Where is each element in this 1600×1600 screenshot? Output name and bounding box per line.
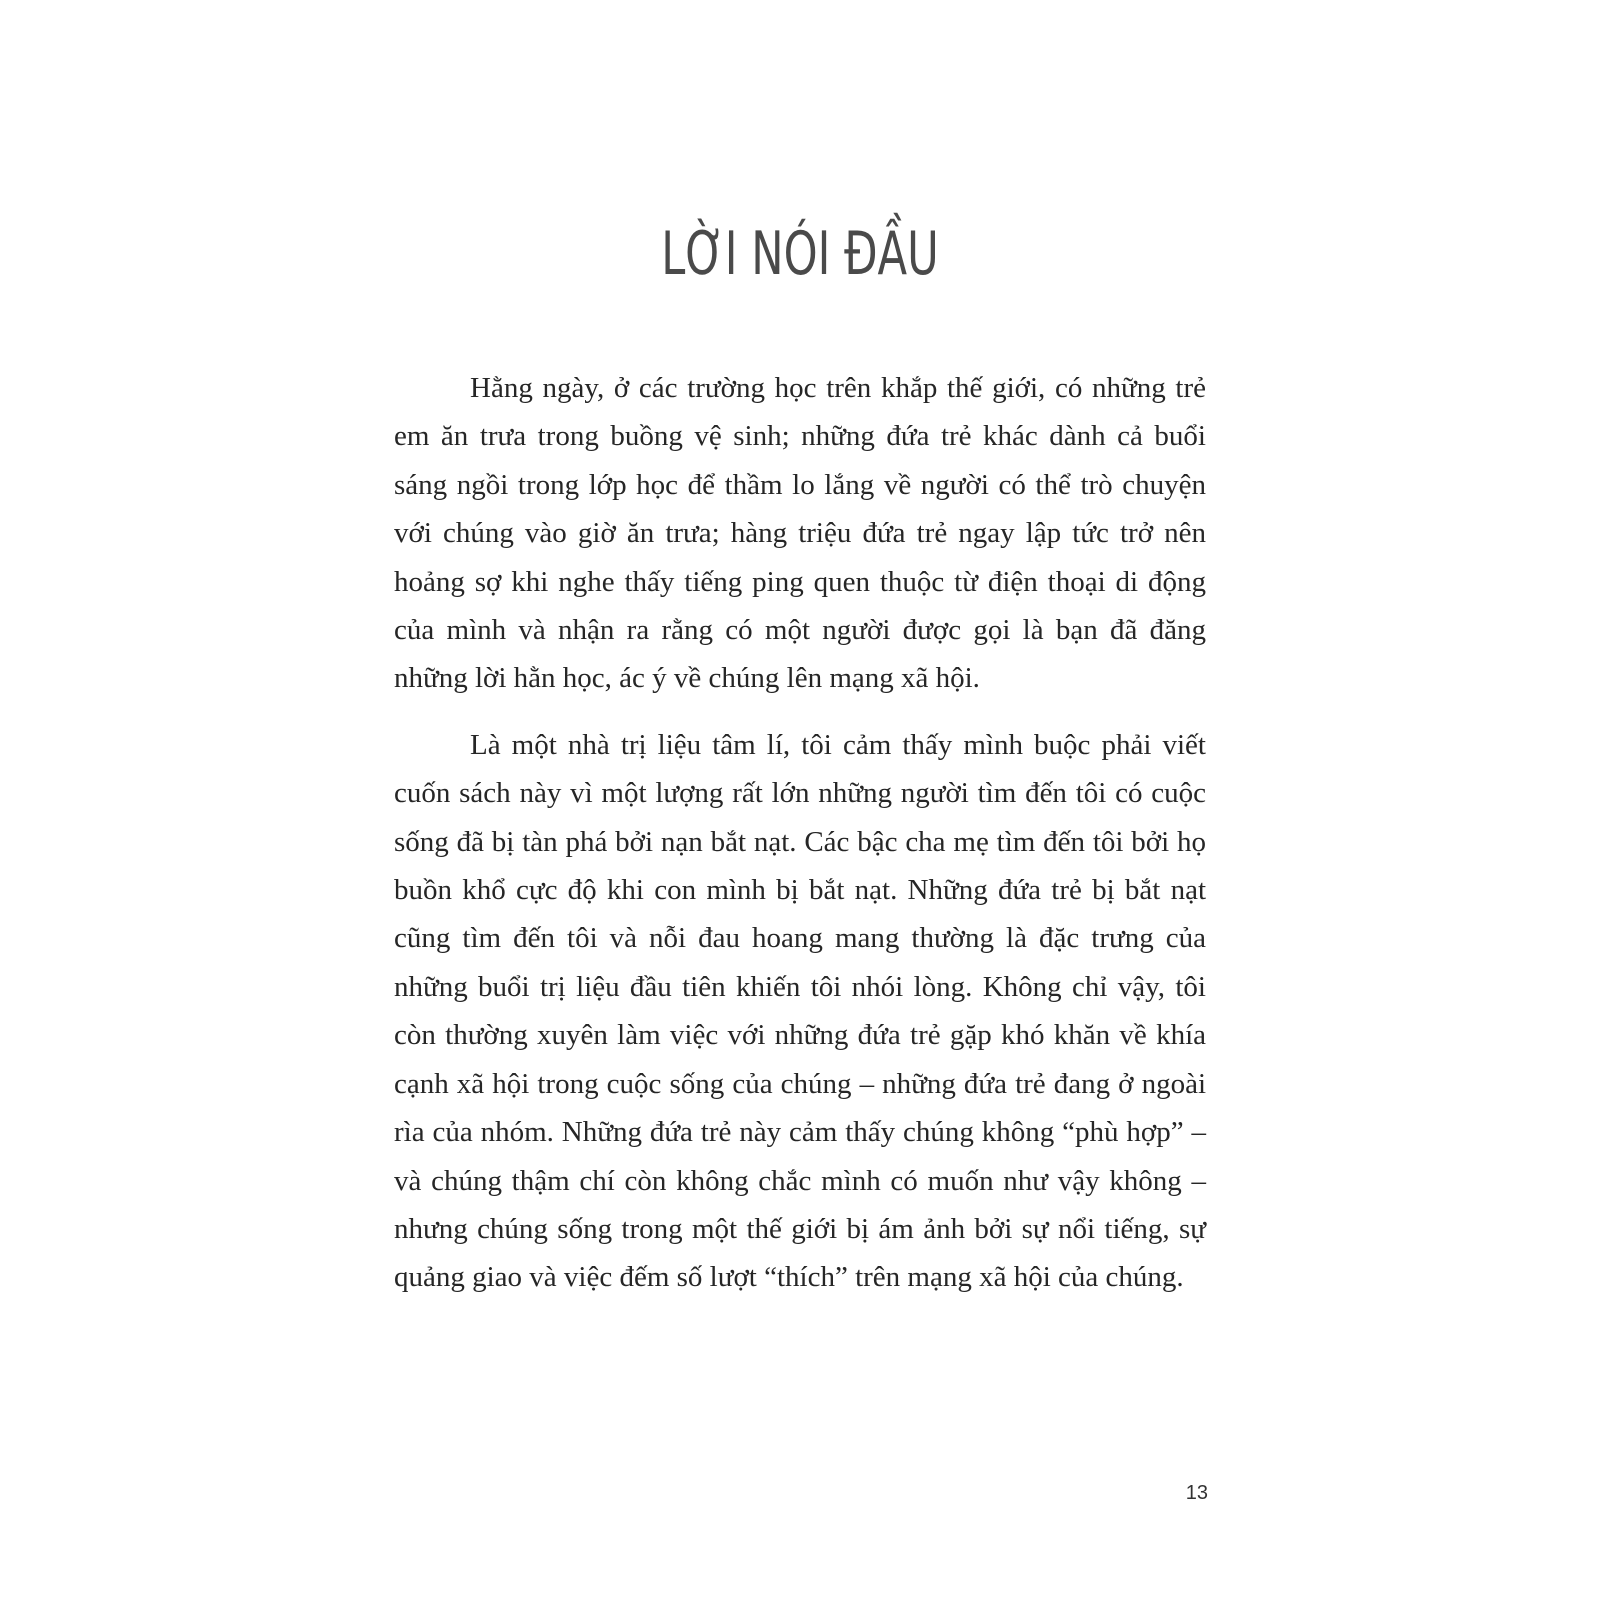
paragraph-1: Hằng ngày, ở các trường học trên khắp thế giới, có những trẻ em ăn trưa trong buồng vệ sinh; những đứa trẻ khác dành cả buổi sáng ngồi trong lớp học để thầm lo lắng về người có thể trò chuyện với chúng vào giờ ăn trưa; hàng triệu đứa trẻ ngay lập tức trở nên hoảng sợ khi nghe thấy tiếng ping quen thuộc từ điện thoại di động của mình và nhận ra rằng có một người được gọi là bạn đã đăng những lời hằn học, ác ý về chúng lên mạng xã hội. [394, 372, 1206, 695]
chapter-title: LỜI NÓI ĐẦU [661, 219, 939, 289]
paragraph-2: Là một nhà trị liệu tâm lí, tôi cảm thấy mình buộc phải viết cuốn sách này vì một lượng rất lớn những người tìm đến tôi có cuộc sống đã bị tàn phá bởi nạn bắt nạt. Các bậc cha mẹ tìm đến tôi bởi họ buồn khổ cực độ khi con mình bị bắt nạt. Những đứa trẻ bị bắt nạt cũng tìm đến tôi và nỗi đau hoang mang thường là đặc trưng của những buổi trị liệu đầu tiên khiến tôi nhói lòng. Không chỉ vậy, tôi còn thường xuyên làm việc với những đứa trẻ gặp khó khăn về khía cạnh xã hội trong cuộc sống của chúng – những đứa trẻ đang ở ngoài rìa của nhóm. Những đứa trẻ này cảm thấy chúng không “phù hợp” – và chúng thậm chí còn không chắc mình có muốn như vậy không – nhưng chúng sống trong một thế giới bị ám ảnh bởi sự nổi tiếng, sự quảng giao và việc đếm số lượt “thích” trên mạng xã hội của chúng. [394, 728, 1206, 1294]
page-number: 13 [1185, 1482, 1208, 1504]
body-text [394, 364, 1206, 1320]
